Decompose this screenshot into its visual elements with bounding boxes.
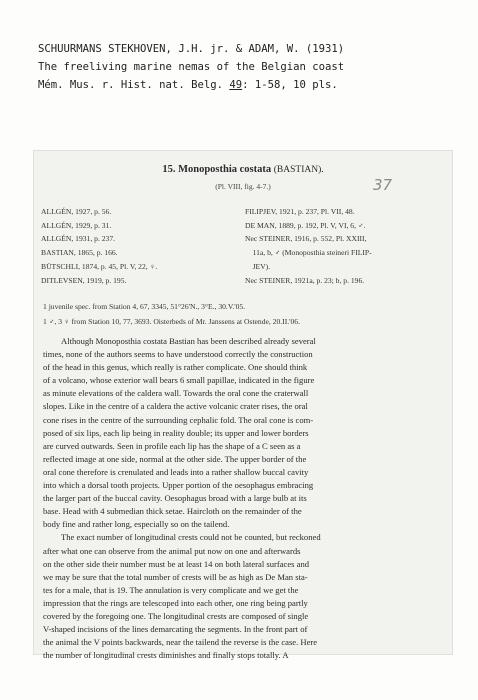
species-title bbox=[33, 164, 453, 175]
plate-reference: (Pl. VIII, fig. 4-7.) bbox=[215, 182, 271, 191]
body-line: cone rises in the centre of the surrounding cephalic fold. The oral cone is com- bbox=[43, 414, 314, 425]
body-text bbox=[43, 335, 449, 662]
scanned-excerpt bbox=[33, 150, 453, 661]
body-line: covered by the foregoing one. The longitudinal crests are composed of single bbox=[43, 610, 309, 621]
reference-entry: DE MAN, 1889, p. 192, Pl. V, VI, 6, ♂. bbox=[245, 220, 366, 230]
body-line: of the head in this genus, which really is rather complicate. One should think bbox=[43, 362, 308, 373]
body-line: reflected image at one side, normal at the other side. The upper border of the bbox=[43, 453, 307, 464]
reference-entry: FILIPJEV, 1921, p. 237, Pl. VII, 48. bbox=[245, 207, 355, 216]
pencil-annotation: 37 bbox=[373, 176, 393, 194]
body-line: after what one can observe from the animal put now on one and afterwards bbox=[43, 545, 301, 556]
reference-entry: ALLGÉN, 1931, p. 237. bbox=[41, 234, 116, 244]
reference-entry: DITLEVSEN, 1919, p. 195. bbox=[41, 275, 127, 285]
body-line: are curved outwards. Seen in profile each lip has the shape of a C seen as a bbox=[43, 440, 301, 451]
body-line: slopes. Like in the centre of a caldera the active volcanic crater rises, the oral bbox=[43, 401, 308, 412]
body-line: the number of longitudinal crests diminishes and finally stops totally. A bbox=[43, 650, 289, 661]
body-line: V-shaped incisions of the lines demarcating the segments. In the front part of bbox=[43, 624, 308, 635]
references-right bbox=[245, 205, 455, 287]
body-line: Although Monoposthia costata Bastian has been described already several bbox=[61, 336, 316, 346]
species-name: 15. Monoposthia costata bbox=[162, 164, 272, 175]
body-line: the larger part of the buccal cavity. Oesophagus broad with a large bulb at its bbox=[43, 493, 307, 504]
citation-journal-name: Mém. Mus. r. Hist. nat. Belg. bbox=[38, 79, 230, 91]
body-line: the animal the V points backwards, near the tailend the reverse is the case. Here bbox=[43, 637, 318, 648]
body-line: body fine and rather long, especially so on the tailend. bbox=[43, 519, 230, 530]
specimen-record-2: 1 ♂, 3 ♀ from Station 10, 77, 3693. Oisterbeds of Mr. Janssens at Ostende, 20.II.'06. bbox=[43, 317, 300, 326]
body-line: The exact number of longitudinal crests could not be counted, but reckoned bbox=[61, 532, 321, 543]
citation-block bbox=[38, 40, 458, 94]
body-line: tes for a male, that is 19. The annulation is very complicate and we get the bbox=[43, 584, 299, 595]
references-left bbox=[41, 205, 241, 287]
reference-entry: JEV). bbox=[245, 261, 271, 271]
reference-entry: ALLGÉN, 1927, p. 56. bbox=[41, 207, 112, 216]
citation-journal bbox=[38, 76, 458, 94]
reference-entry: ALLGÉN, 1929, p. 31. bbox=[41, 220, 112, 230]
body-line: as minute elevations of the caldera wall. Towards the oral cone the craterwall bbox=[43, 388, 309, 399]
citation-volume: 49 bbox=[229, 79, 243, 91]
body-line: into which a dorsal tooth projects. Upper portion of the oesophagus embracing bbox=[43, 480, 314, 491]
citation-pages: : 1-58, 10 pls. bbox=[242, 79, 338, 91]
reference-entry: 11a, b, ♂ (Monoposthia steineri FILIP- bbox=[245, 248, 372, 258]
specimen-record-1: 1 juvenile spec. from Station 4, 67, 3345, 51°26'N., 3°E., 30.V.'05. bbox=[43, 302, 246, 311]
body-line: impression that the rings are telescoped into each other, one ring being partly bbox=[43, 597, 308, 608]
body-line: on the other side their number must be at least 14 on both lateral surfaces and bbox=[43, 558, 310, 569]
body-line: of a volcano, whose exterior wall bears 6 small papillae, indicated in the figure bbox=[43, 375, 315, 386]
body-line: we may be sure that the total number of crests will be as high as De Man sta- bbox=[43, 571, 308, 582]
body-line: base. Head with 4 submedian thick setae. Haircloth on the remainder of the bbox=[43, 506, 302, 517]
body-line: times, none of the authors seems to have understood correctly the construction bbox=[43, 349, 313, 360]
body-line: posed of six lips, each lip being in reality double; its upper and lower borders bbox=[43, 427, 309, 438]
body-line: oral cone therefore is crenulated and leads into a rather shallow buccal cavity bbox=[43, 466, 309, 477]
species-author: (BASTIAN). bbox=[273, 165, 324, 175]
reference-entry: BÜTSCHLI, 1874, p. 45, Pl. V, 22, ♀. bbox=[41, 261, 158, 271]
reference-entry: Nec STEINER, 1916, p. 552, Pl. XXIII, bbox=[245, 234, 367, 244]
citation-authors: SCHUURMANS STEKHOVEN, J.H. jr. & ADAM, W. (1931) bbox=[38, 43, 345, 55]
citation-title: The freeliving marine nemas of the Belgian coast bbox=[38, 61, 345, 73]
reference-entry: BASTIAN, 1865, p. 166. bbox=[41, 248, 118, 258]
reference-entry: Nec STEINER, 1921a, p. 23; b, p. 196. bbox=[245, 275, 365, 285]
